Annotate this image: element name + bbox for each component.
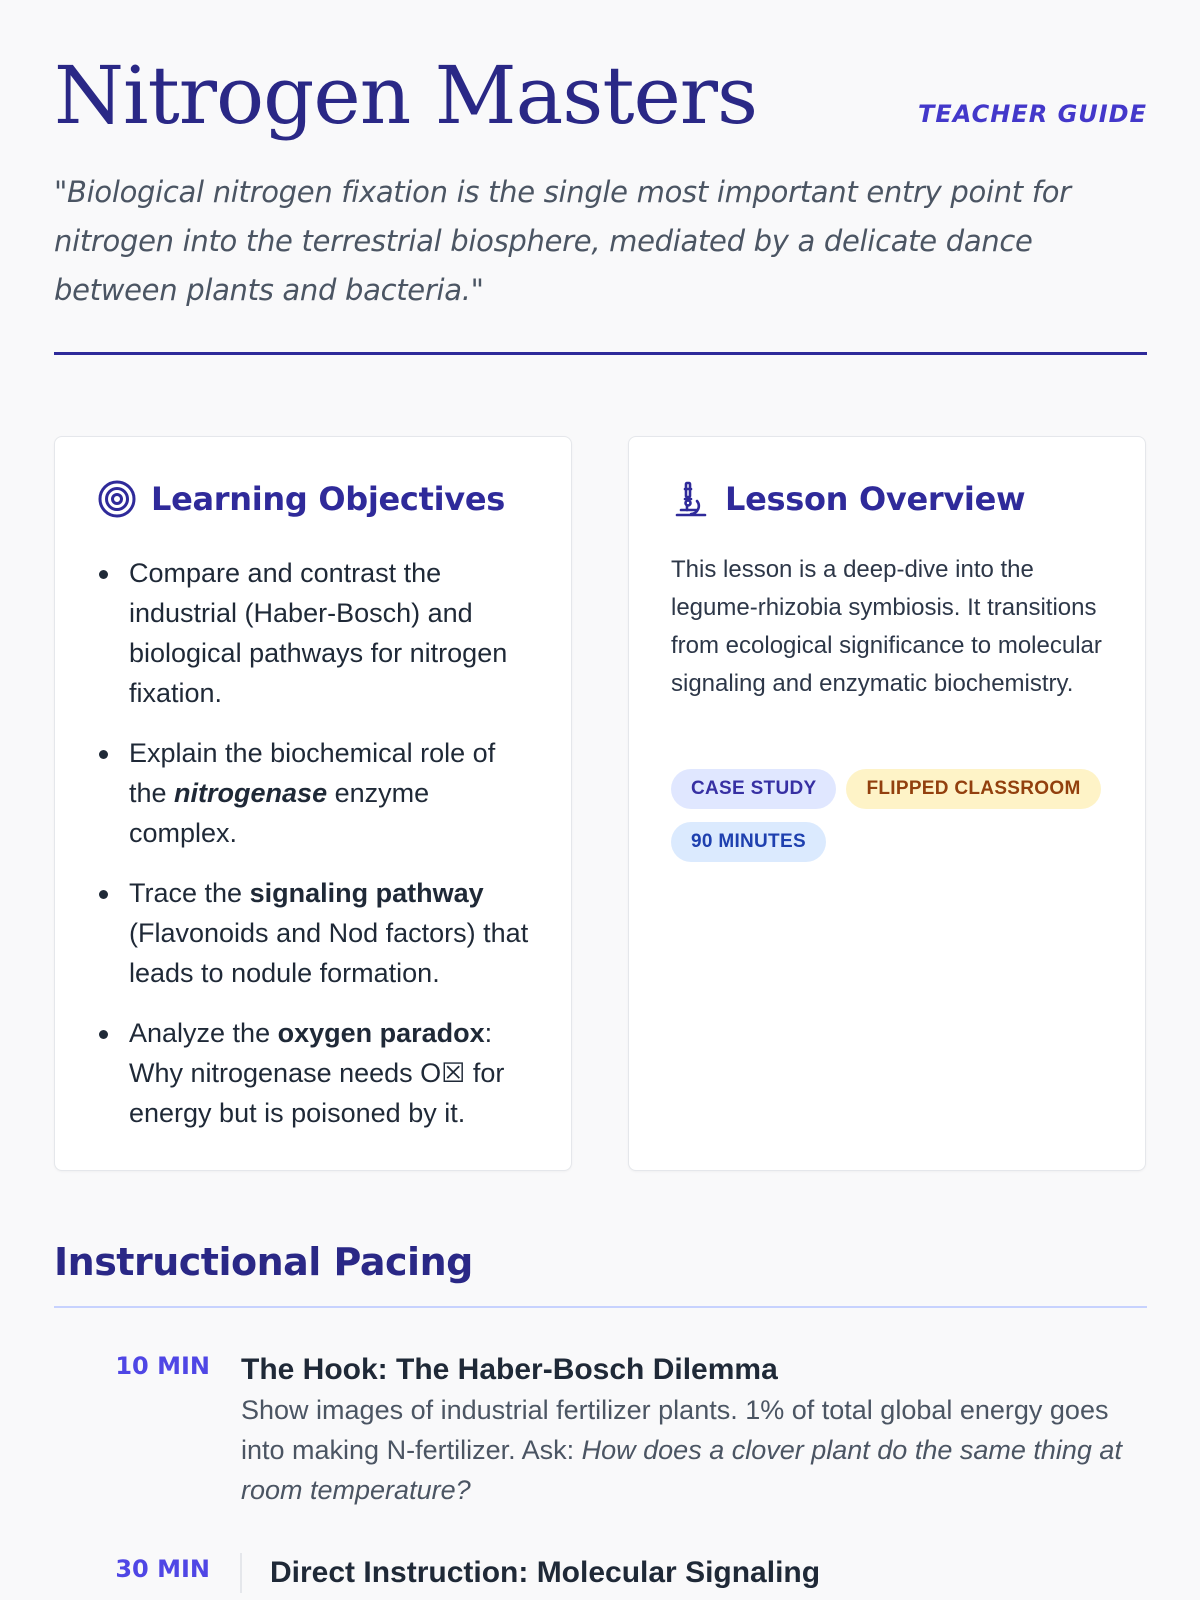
objective-text: Trace the	[129, 878, 250, 908]
pacing-step-title: Direct Instruction: Molecular Signaling	[270, 1556, 821, 1589]
teacher-guide-page	[54, 0, 1147, 1589]
lesson-overview-text: This lesson is a deep-dive into the legume-rhizobia symbiosis. It transitions from ecological significance to molecular signaling and enzymatic biochemistry.	[671, 556, 1102, 697]
list-item	[95, 873, 535, 993]
microscope-icon	[671, 479, 711, 519]
pacing-time: 10 MIN	[115, 1352, 210, 1380]
pacing-desc-question: How does a clover plant do the same thing at room temperature?	[241, 1435, 1122, 1505]
objective-text: Explain the biochemical role of the	[129, 738, 496, 808]
tag-duration: 90 MINUTES	[671, 822, 826, 862]
header-divider	[54, 352, 1147, 355]
pacing-step-title: The Hook: The Haber-Bosch Dilemma	[241, 1353, 778, 1386]
objective-text: Compare and contrast the industrial (Haber-Bosch) and biological pathways for nitrogen fixation.	[129, 558, 508, 708]
lesson-overview-header	[671, 479, 1025, 519]
objective-text: enzyme complex.	[129, 778, 430, 848]
pacing-desc-text: Show images of industrial fertilizer plants. 1% of total global energy goes into making N-fertilizer. Ask:	[241, 1395, 1109, 1465]
list-item	[95, 733, 535, 853]
lesson-tags	[671, 769, 1111, 875]
learning-objectives-title: Learning Objectives	[151, 480, 505, 518]
pacing-step-description	[241, 1390, 1147, 1510]
objective-emphasis: signaling pathway	[249, 878, 484, 908]
pacing-step-body	[241, 1350, 1147, 1510]
pacing-step-body	[240, 1553, 1146, 1593]
pacing-time: 30 MIN	[115, 1555, 210, 1583]
lesson-overview-title: Lesson Overview	[725, 480, 1026, 518]
objective-emphasis: nitrogenase	[174, 778, 328, 808]
learning-objectives-header	[97, 479, 505, 519]
list-item	[95, 1013, 535, 1133]
pacing-section-title: Instructional Pacing	[54, 1240, 473, 1284]
intro-quote: "Biological nitrogen fixation is the single most important entry point for nitrogen into the terrestrial biosphere, mediated by a delicate dance between plants and bacteria."	[54, 175, 1071, 307]
lesson-overview-card	[628, 436, 1146, 1171]
target-icon	[97, 479, 137, 519]
tag-flipped-classroom: FLIPPED CLASSROOM	[846, 769, 1100, 809]
objective-text: : Why nitrogenase needs O☒ for energy but is poisoned by it.	[129, 1018, 505, 1128]
objective-emphasis: oxygen paradox	[277, 1018, 485, 1048]
pacing-divider	[54, 1306, 1147, 1308]
list-item	[95, 553, 535, 713]
objectives-list	[95, 553, 535, 1153]
objective-text: Analyze the	[129, 1018, 278, 1048]
teacher-guide-label: TEACHER GUIDE	[918, 100, 1147, 128]
page-title: Nitrogen Masters	[54, 49, 758, 142]
tag-case-study: CASE STUDY	[671, 769, 836, 809]
learning-objectives-card	[54, 436, 572, 1171]
page-header	[54, 0, 1147, 150]
objective-text: (Flavonoids and Nod factors) that leads to nodule formation.	[129, 918, 529, 988]
